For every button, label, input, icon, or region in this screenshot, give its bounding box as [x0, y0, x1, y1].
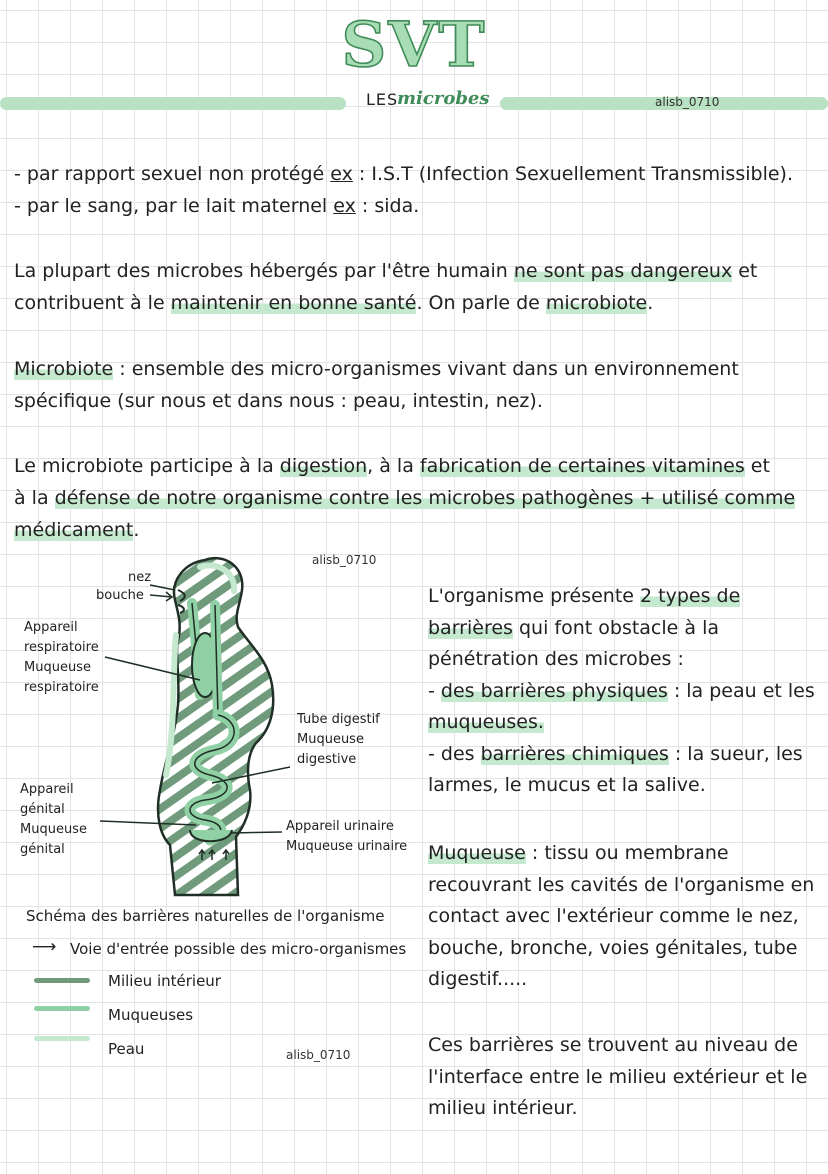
- definition-term: Microbiote: [14, 358, 114, 380]
- label-nez: nez: [128, 570, 152, 585]
- muqueuse-line-4: bouche, bronche, voies génitales, tube: [428, 936, 798, 959]
- label-gen-2: génital: [20, 802, 65, 817]
- label-resp-3: Muqueuse: [24, 660, 91, 675]
- muqueuse-term: Muqueuse: [428, 842, 526, 864]
- barrieres-line-6: - des barrières chimiques : la sueur, les: [428, 742, 803, 765]
- muqueuse-block: [428, 838, 823, 996]
- diagram-handle-top: alisb_0710: [312, 553, 377, 567]
- muqueuse-line-3: contact avec l'extérieur comme le nez,: [428, 905, 799, 927]
- label-uri-1: Appareil urinaire: [286, 819, 394, 834]
- transmission-line-1: - par rapport sexuel non protégé ex : I.S.T (Infection Sexuellement Transmissible).: [14, 163, 793, 185]
- diagram-caption: Schéma des barrières naturelles de l'organisme: [26, 907, 385, 925]
- role-line-1: Le microbiote participe à la digestion, à la fabrication de certaines vitamines et: [14, 455, 770, 477]
- page-title: SVT: [341, 8, 487, 81]
- label-resp-1: Appareil: [24, 620, 78, 635]
- label-gen-1: Appareil: [20, 782, 74, 797]
- legend-arrow-label: Voie d'entrée possible des micro-organismes: [70, 940, 407, 958]
- interface-line-1: Ces barrières se trouvent au niveau de: [428, 1034, 798, 1056]
- header-bar-left: [0, 97, 346, 110]
- muqueuse-line-5: digestif.....: [428, 968, 528, 990]
- interface-line-2: l'interface entre le milieu extérieur et le: [428, 1065, 808, 1088]
- muqueuse-line-2: recouvrant les cavités de l'organisme en: [428, 873, 815, 896]
- role-line-3: médicament.: [14, 519, 140, 541]
- barrieres-line-1: L'organisme présente 2 types de: [428, 585, 741, 607]
- barrieres-line-3: pénétration des microbes :: [428, 648, 684, 670]
- legend-swatch-milieu: [34, 978, 90, 983]
- subtitle-microbes: microbes: [397, 88, 490, 109]
- definition-line-2: spécifique (sur nous et dans nous : peau, intestin, nez).: [14, 390, 543, 412]
- label-dig-3: digestive: [297, 752, 357, 767]
- interface-block: [428, 1030, 823, 1125]
- transmission-line-2: - par le sang, par le lait maternel ex : sida.: [14, 195, 420, 217]
- subtitle-les: LES: [366, 90, 399, 109]
- label-resp-4: respiratoire: [24, 680, 99, 695]
- label-dig-1: Tube digestif: [297, 712, 380, 727]
- barrieres-line-7: larmes, le mucus et la salive.: [428, 774, 706, 796]
- role-line-2: à la défense de notre organisme contre les microbes pathogènes + utilisé comme: [14, 487, 796, 509]
- legend-peau-label: Peau: [108, 1040, 145, 1058]
- barrieres-block: [428, 581, 823, 802]
- microbiote-para-line-1: La plupart des microbes hébergés par l'être humain ne sont pas dangereux et: [14, 260, 758, 282]
- arrow-nez: [150, 585, 175, 590]
- header-handle: alisb_0710: [655, 95, 720, 109]
- label-gen-3: Muqueuse: [20, 822, 87, 837]
- label-gen-4: génital: [20, 842, 65, 857]
- label-resp-2: respiratoire: [24, 640, 99, 655]
- diagram-handle-bottom: alisb_0710: [286, 1048, 351, 1062]
- definition-line-1: Microbiote : ensemble des micro-organismes vivant dans un environnement: [14, 358, 739, 380]
- arrow-icon: ⟶: [32, 937, 57, 957]
- legend-muqueuses-label: Muqueuses: [108, 1006, 194, 1024]
- barrieres-line-4: - des barrières physiques : la peau et les: [428, 679, 815, 702]
- legend-swatch-muqueuses: [34, 1006, 90, 1011]
- label-dig-2: Muqueuse: [297, 732, 364, 747]
- legend-swatch-peau: [34, 1036, 90, 1041]
- barrieres-line-5: muqueuses.: [428, 711, 544, 733]
- barrieres-line-2: barrières qui font obstacle à la: [428, 616, 719, 639]
- interface-line-3: milieu intérieur.: [428, 1097, 578, 1119]
- pointer-uri: [230, 832, 282, 833]
- microbiote-para-line-2: contribuent à le maintenir en bonne santé. On parle de microbiote.: [14, 292, 654, 314]
- arrow-bouche: [150, 592, 172, 601]
- muqueuse-line-1: Muqueuse : tissu ou membrane: [428, 842, 729, 864]
- label-uri-2: Muqueuse urinaire: [286, 839, 408, 854]
- legend-milieu-label: Milieu intérieur: [108, 972, 221, 990]
- label-bouche: bouche: [96, 588, 144, 603]
